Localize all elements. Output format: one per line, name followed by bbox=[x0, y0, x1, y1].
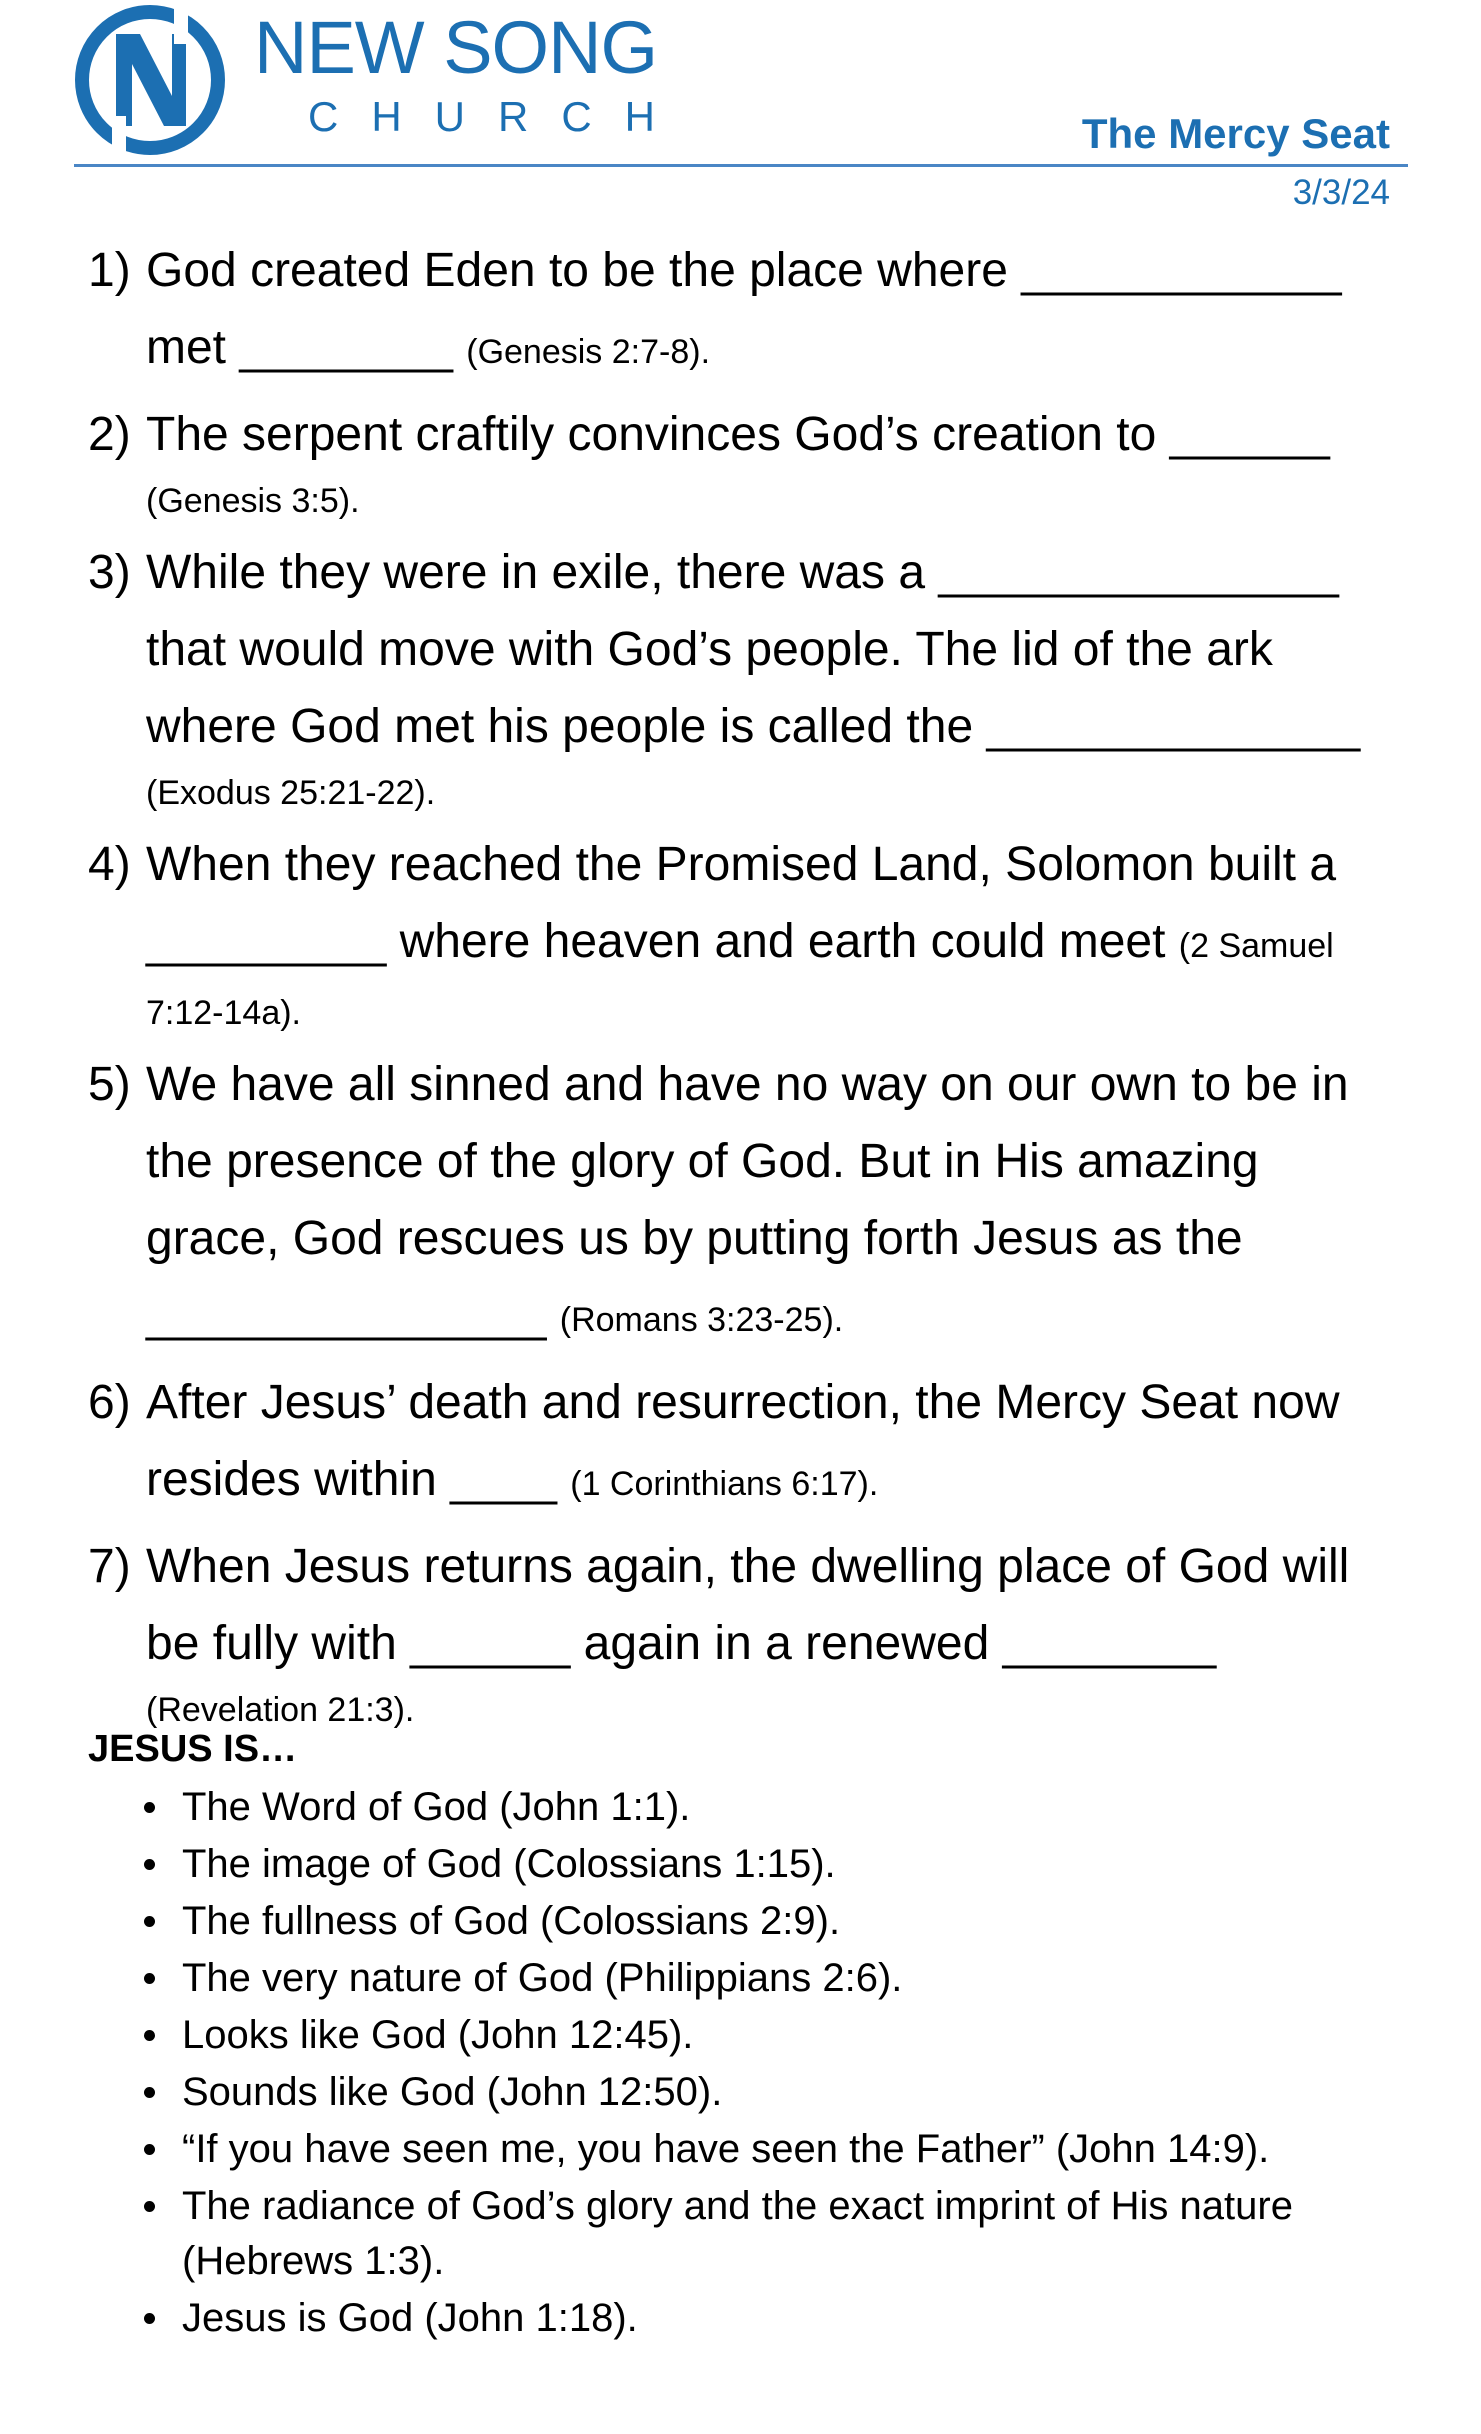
question-number: 2) bbox=[88, 408, 131, 461]
question-item bbox=[88, 232, 1408, 391]
jesus-is-item bbox=[144, 1951, 1384, 2006]
question-number: 1) bbox=[88, 244, 131, 297]
question-text: When Jesus returns again, the dwelling place of God will bbox=[146, 1540, 1350, 1593]
jesus-is-item bbox=[144, 2179, 1384, 2289]
new-song-logo-icon bbox=[74, 4, 226, 156]
question-line bbox=[146, 1605, 1408, 1682]
question-text: After Jesus’ death and resurrection, the Mercy Seat now bbox=[146, 1376, 1340, 1429]
scripture-reference: (2 Samuel bbox=[1178, 927, 1334, 965]
question-item bbox=[88, 1046, 1408, 1359]
question-number: 4) bbox=[88, 838, 131, 891]
jesus-is-text: The very nature of God (Philippians 2:6). bbox=[182, 1956, 903, 2000]
question-line bbox=[146, 826, 1408, 903]
question-line bbox=[146, 1364, 1408, 1441]
question-text: grace, God rescues us by putting forth Jesus as the bbox=[146, 1212, 1243, 1265]
jesus-is-text: Looks like God (John 12:45). bbox=[182, 2013, 694, 2057]
question-text: While they were in exile, there was a _______________ bbox=[146, 546, 1339, 599]
jesus-is-text: (Hebrews 1:3). bbox=[182, 2239, 445, 2283]
question-line bbox=[146, 765, 1408, 821]
bullet-icon bbox=[144, 1916, 155, 1927]
jesus-is-item bbox=[144, 1837, 1384, 1892]
question-text: When they reached the Promised Land, Solomon built a bbox=[146, 838, 1337, 891]
jesus-is-text: The fullness of God (Colossians 2:9). bbox=[182, 1899, 841, 1943]
church-subtitle: CHURCH bbox=[308, 93, 688, 140]
question-line bbox=[146, 1528, 1408, 1605]
scripture-reference: (Exodus 25:21-22). bbox=[146, 774, 436, 812]
scripture-reference: (Romans 3:23-25). bbox=[559, 1301, 844, 1339]
questions-list bbox=[88, 232, 1408, 1743]
question-text: resides within ____ bbox=[146, 1453, 571, 1506]
jesus-is-text: The radiance of God’s glory and the exact imprint of His nature bbox=[182, 2184, 1293, 2228]
question-text: met ________ bbox=[146, 321, 467, 374]
question-text: be fully with ______ again in a renewed ________ bbox=[146, 1617, 1217, 1670]
question-item bbox=[88, 1528, 1408, 1738]
question-number: 7) bbox=[88, 1540, 131, 1593]
jesus-is-list bbox=[144, 1780, 1384, 2348]
jesus-is-text: Sounds like God (John 12:50). bbox=[182, 2070, 723, 2114]
jesus-is-text: The Word of God (John 1:1). bbox=[182, 1785, 691, 1829]
header-divider bbox=[74, 164, 1408, 167]
scripture-reference: (Genesis 2:7-8). bbox=[466, 333, 711, 371]
jesus-is-item bbox=[144, 2291, 1384, 2346]
question-text: God created Eden to be the place where ____________ bbox=[146, 244, 1342, 297]
question-text: We have all sinned and have no way on our own to be in bbox=[146, 1058, 1349, 1111]
jesus-is-text: The image of God (Colossians 1:15). bbox=[182, 1842, 836, 1886]
question-line bbox=[146, 534, 1408, 611]
question-line bbox=[146, 309, 1408, 391]
question-item bbox=[88, 1364, 1408, 1523]
scripture-reference: (Revelation 21:3). bbox=[146, 1691, 415, 1729]
question-line bbox=[146, 1046, 1408, 1123]
scripture-reference: 7:12-14a). bbox=[146, 994, 301, 1032]
question-line bbox=[146, 232, 1408, 309]
question-text: the presence of the glory of God. But in His amazing bbox=[146, 1135, 1259, 1188]
bullet-icon bbox=[144, 2087, 155, 2098]
question-line bbox=[146, 1682, 1408, 1738]
question-line bbox=[146, 688, 1408, 765]
question-item bbox=[88, 534, 1408, 821]
bullet-icon bbox=[144, 1973, 155, 1984]
question-item bbox=[88, 396, 1408, 529]
scripture-reference: (Genesis 3:5). bbox=[146, 482, 360, 520]
jesus-is-item bbox=[144, 1780, 1384, 1835]
bullet-icon bbox=[144, 1802, 155, 1813]
bullet-icon bbox=[144, 2313, 155, 2324]
church-name: NEW SONG bbox=[254, 6, 658, 89]
question-line bbox=[146, 903, 1408, 985]
jesus-is-text: “If you have seen me, you have seen the Father” (John 14:9). bbox=[182, 2127, 1270, 2171]
question-line bbox=[146, 1277, 1408, 1359]
sermon-title: The Mercy Seat bbox=[1081, 110, 1390, 157]
question-line bbox=[146, 1200, 1408, 1277]
question-line bbox=[146, 396, 1408, 473]
jesus-is-text: Jesus is God (John 1:18). bbox=[182, 2296, 638, 2340]
question-text: _________ where heaven and earth could meet bbox=[146, 915, 1179, 968]
question-line bbox=[146, 1123, 1408, 1200]
jesus-is-item bbox=[144, 1894, 1384, 1949]
question-number: 6) bbox=[88, 1376, 131, 1429]
question-text: The serpent craftily convinces God’s creation to ______ bbox=[146, 408, 1330, 461]
question-line bbox=[146, 1441, 1408, 1523]
question-text: where God met his people is called the ______________ bbox=[146, 700, 1361, 753]
jesus-is-heading: JESUS IS… bbox=[88, 1728, 298, 1770]
question-line bbox=[146, 473, 1408, 529]
question-item bbox=[88, 826, 1408, 1041]
question-line bbox=[146, 985, 1408, 1041]
jesus-is-item bbox=[144, 2065, 1384, 2120]
bullet-icon bbox=[144, 2144, 155, 2155]
bullet-icon bbox=[144, 1859, 155, 1870]
question-text: _______________ bbox=[146, 1289, 560, 1342]
sermon-date: 3/3/24 bbox=[1292, 173, 1390, 212]
jesus-is-item bbox=[144, 2122, 1384, 2177]
question-text: that would move with God’s people. The lid of the ark bbox=[146, 623, 1273, 676]
bullet-icon bbox=[144, 2201, 155, 2212]
scripture-reference: (1 Corinthians 6:17). bbox=[570, 1465, 879, 1503]
jesus-is-item bbox=[144, 2008, 1384, 2063]
question-number: 3) bbox=[88, 546, 131, 599]
bullet-icon bbox=[144, 2030, 155, 2041]
question-number: 5) bbox=[88, 1058, 131, 1111]
question-line bbox=[146, 611, 1408, 688]
